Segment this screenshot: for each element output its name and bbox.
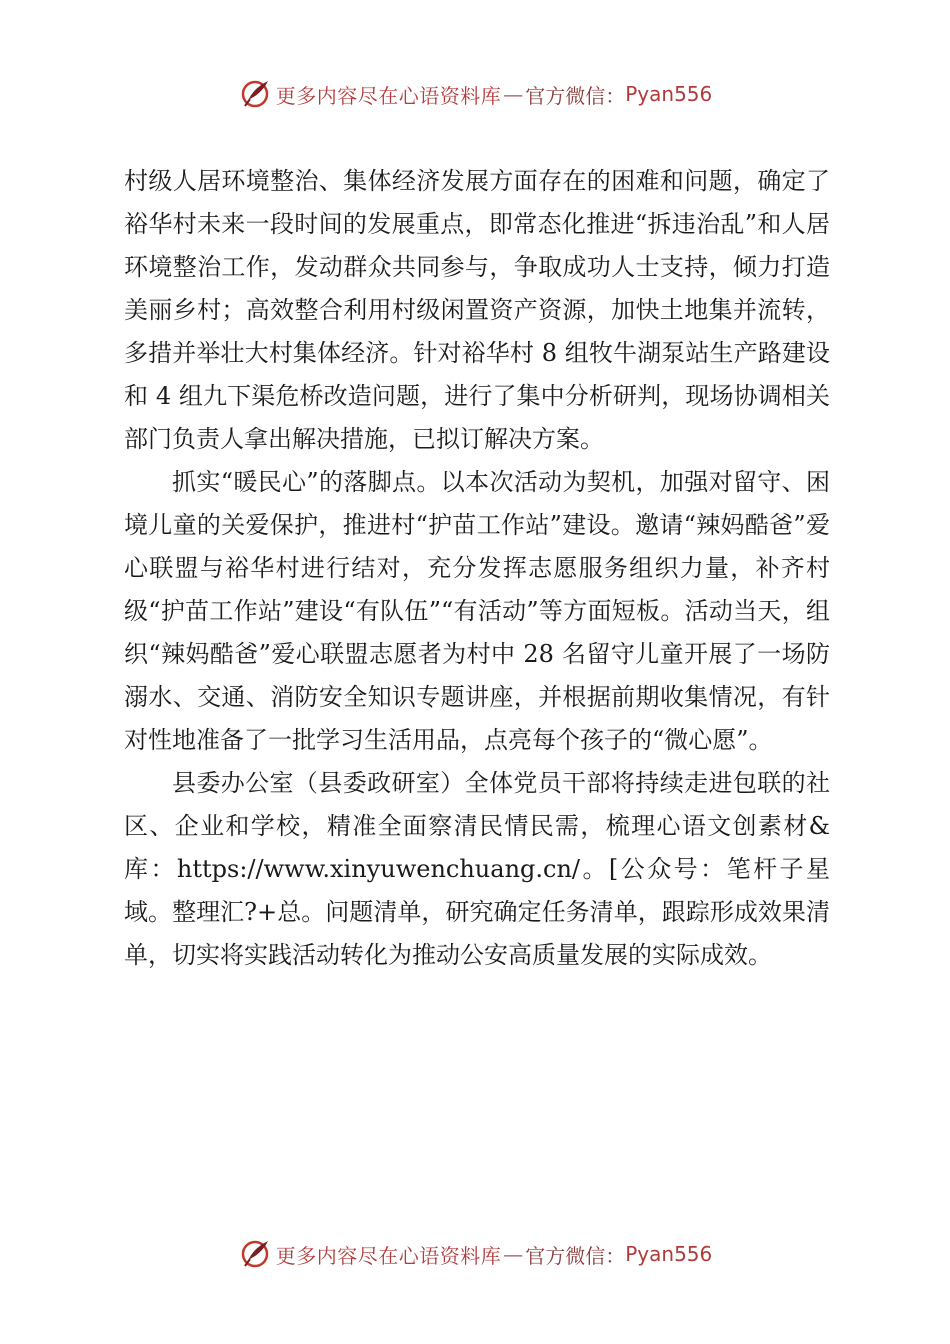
banner-text: 更多内容尽在心语资料库 [275, 1243, 502, 1268]
paragraph-1: 村级人居环境整治、集体经济发展方面存在的困难和问题，确定了裕华村未来一段时间的发展重点，即常态化推进“拆违治乱”和人居环境整治工作，发动群众共同参与，争取成功人士支持，倾力打造美丽乡村；高效整合利用村级闲置资产资源，加快土地集并流转，多措并举壮大村集体经济。针对裕华村 8 组牧牛湖泵站生产路建设和 4 组九下渠危桥改造问题，进行了集中分析研判，现场协调相关部门负责人拿出解决措施，已拟订解决方案。 [124, 167, 830, 453]
banner-separator: — [503, 1242, 524, 1266]
quill-logo-icon [238, 77, 272, 111]
banner-wechat-label: 官方微信： [525, 83, 626, 108]
banner-wechat-id: Pyan556 [625, 1242, 713, 1266]
header-banner [0, 74, 950, 114]
banner-wechat-label: 官方微信： [525, 1243, 626, 1268]
banner-separator: — [503, 82, 524, 106]
banner-wechat-id: Pyan556 [625, 82, 713, 106]
quill-logo-icon [238, 1237, 272, 1271]
paragraph-2: 抓实“暖民心”的落脚点。以本次活动为契机，加强对留守、困境儿童的关爱保护，推进村“护苗工作站”建设。邀请“辣妈酷爸”爱心联盟与裕华村进行结对，充分发挥志愿服务组织力量，补齐村级“护苗工作站”建设“有队伍”“有活动”等方面短板。活动当天，组织“辣妈酷爸”爱心联盟志愿者为村中 28 名留守儿童开展了一场防溺水、交通、消防安全知识专题讲座，并根据前期收集情况，有针对性地准备了一批学习生活用品，点亮每个孩子的“微心愿”。 [124, 468, 830, 754]
document-body [124, 160, 830, 977]
footer-banner [0, 1234, 950, 1274]
banner-text: 更多内容尽在心语资料库 [275, 83, 502, 108]
paragraph-3: 县委办公室（县委政研室）全体党员干部将持续走进包联的社区、企业和学校，精准全面察清民情民需，梳理心语文创素材&库：https://www.xinyuwenchuang.cn/。[公众号：笔杆子星域。整理汇?+总。问题清单，研究确定任务清单，跟踪形成效果清单，切实将实践活动转化为推动公安高质量发展的实际成效。 [124, 769, 830, 969]
